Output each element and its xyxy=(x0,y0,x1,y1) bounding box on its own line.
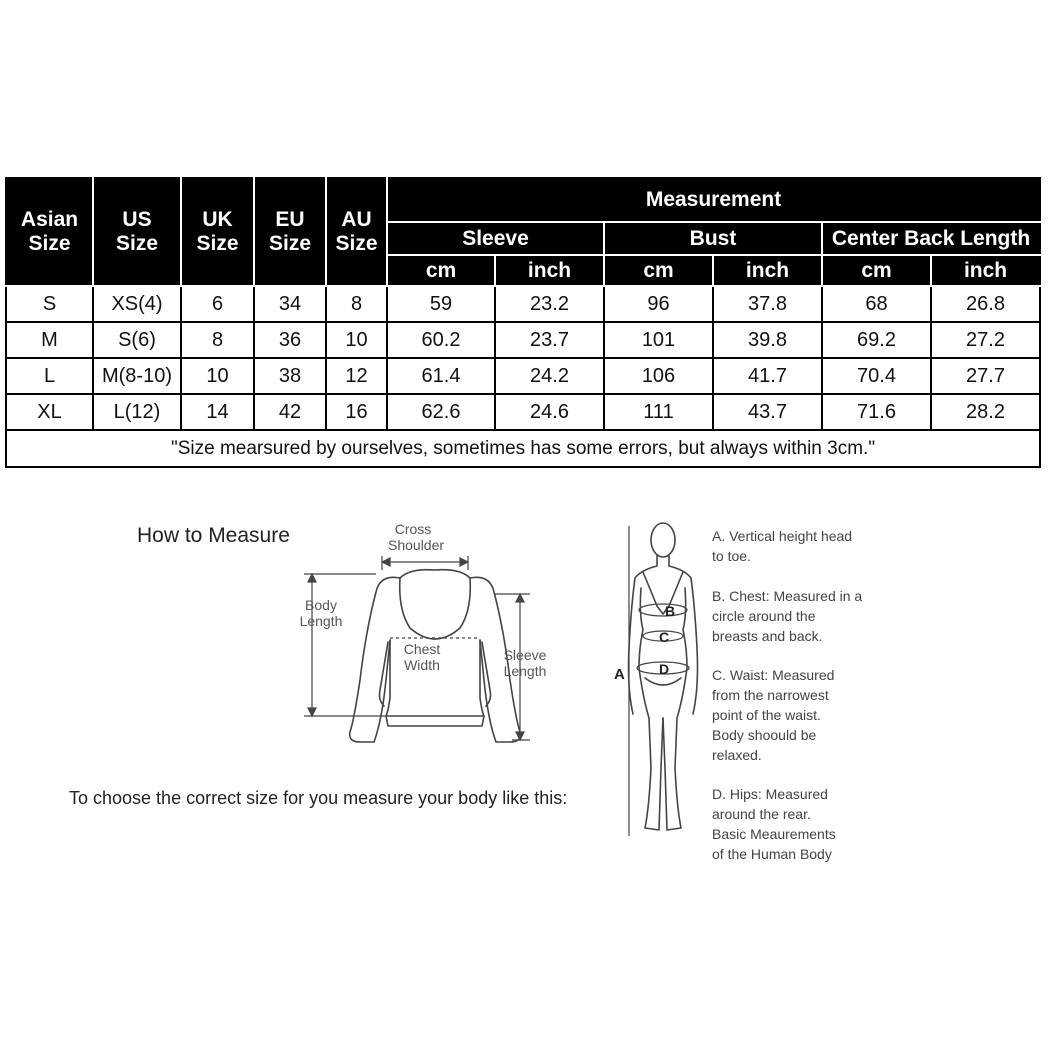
table-cell: 41.7 xyxy=(713,358,822,394)
table-cell: 26.8 xyxy=(931,286,1040,322)
table-cell: S xyxy=(6,286,93,322)
unit-sleeve-inch: inch xyxy=(495,255,604,286)
table-cell: M xyxy=(6,322,93,358)
marker-d: D xyxy=(659,661,670,677)
table-cell: M(8-10) xyxy=(93,358,181,394)
table-cell: 36 xyxy=(254,322,326,358)
table-cell: 101 xyxy=(604,322,713,358)
header-asian-size: Asian Size xyxy=(6,178,93,286)
table-cell: 27.2 xyxy=(931,322,1040,358)
table-cell: XS(4) xyxy=(93,286,181,322)
table-cell: L(12) xyxy=(93,394,181,430)
header-au-size: AU Size xyxy=(326,178,387,286)
table-cell: 62.6 xyxy=(387,394,495,430)
unit-bust-cm: cm xyxy=(604,255,713,286)
table-cell: 106 xyxy=(604,358,713,394)
table-cell: 14 xyxy=(181,394,254,430)
table-cell: XL xyxy=(6,394,93,430)
table-cell: 59 xyxy=(387,286,495,322)
cross-shoulder-label: Cross Shoulder xyxy=(388,521,445,553)
header-us-size: US Size xyxy=(93,178,181,286)
table-body xyxy=(6,286,1040,430)
table-cell: S(6) xyxy=(93,322,181,358)
table-cell: L xyxy=(6,358,93,394)
marker-b: B xyxy=(665,603,676,619)
table-cell: 23.7 xyxy=(495,322,604,358)
table-cell: 8 xyxy=(181,322,254,358)
header-bust: Bust xyxy=(604,222,822,255)
table-cell: 70.4 xyxy=(822,358,931,394)
table-cell: 10 xyxy=(326,322,387,358)
header-measurement: Measurement xyxy=(387,178,1040,222)
marker-c: C xyxy=(659,629,670,645)
table-cell: 37.8 xyxy=(713,286,822,322)
table-cell: 34 xyxy=(254,286,326,322)
table-cell: 10 xyxy=(181,358,254,394)
table-cell: 6 xyxy=(181,286,254,322)
note-a: A. Vertical height head to toe. xyxy=(712,528,853,564)
table-cell: 24.2 xyxy=(495,358,604,394)
table-footnote: "Size mearsured by ourselves, sometimes has some errors, but always within 3cm." xyxy=(6,430,1040,467)
table-cell: 28.2 xyxy=(931,394,1040,430)
table-cell: 39.8 xyxy=(713,322,822,358)
table-row xyxy=(6,358,1040,394)
header-uk-size: UK Size xyxy=(181,178,254,286)
table-cell: 12 xyxy=(326,358,387,394)
body-length-label: Body Length xyxy=(299,597,343,629)
table-cell: 96 xyxy=(604,286,713,322)
chest-width-label: Chest Width xyxy=(403,641,441,673)
note-d: D. Hips: Measured around the rear. Basic Meaurements of the Human Body xyxy=(712,786,836,862)
note-c: C. Waist: Measured from the narrowest point of the waist. Body shoould be relaxed. xyxy=(712,667,835,763)
table-cell: 61.4 xyxy=(387,358,495,394)
table-cell: 42 xyxy=(254,394,326,430)
table-row xyxy=(6,394,1040,430)
table-cell: 111 xyxy=(604,394,713,430)
size-chart-table xyxy=(5,177,1041,468)
table-cell: 38 xyxy=(254,358,326,394)
unit-length-inch: inch xyxy=(931,255,1040,286)
table-cell: 16 xyxy=(326,394,387,430)
table-row xyxy=(6,286,1040,322)
table-cell: 8 xyxy=(326,286,387,322)
measure-instruction: To choose the correct size for you measure your body like this: xyxy=(69,788,568,808)
unit-bust-inch: inch xyxy=(713,255,822,286)
table-cell: 69.2 xyxy=(822,322,931,358)
marker-a: A xyxy=(614,666,625,683)
sleeve-length-label: Sleeve Length xyxy=(503,647,547,679)
table-cell: 60.2 xyxy=(387,322,495,358)
note-b: B. Chest: Measured in a circle around the breasts and back. xyxy=(712,588,863,644)
header-sleeve: Sleeve xyxy=(387,222,604,255)
unit-length-cm: cm xyxy=(822,255,931,286)
unit-sleeve-cm: cm xyxy=(387,255,495,286)
header-eu-size: EU Size xyxy=(254,178,326,286)
table-cell: 43.7 xyxy=(713,394,822,430)
table-cell: 68 xyxy=(822,286,931,322)
table-row xyxy=(6,322,1040,358)
table-cell: 24.6 xyxy=(495,394,604,430)
body-figure-sketch xyxy=(605,518,725,848)
table-cell: 23.2 xyxy=(495,286,604,322)
table-cell: 27.7 xyxy=(931,358,1040,394)
how-to-measure-title: How to Measure xyxy=(137,524,290,547)
table-cell: 71.6 xyxy=(822,394,931,430)
header-center-back-length: Center Back Length xyxy=(822,222,1040,255)
